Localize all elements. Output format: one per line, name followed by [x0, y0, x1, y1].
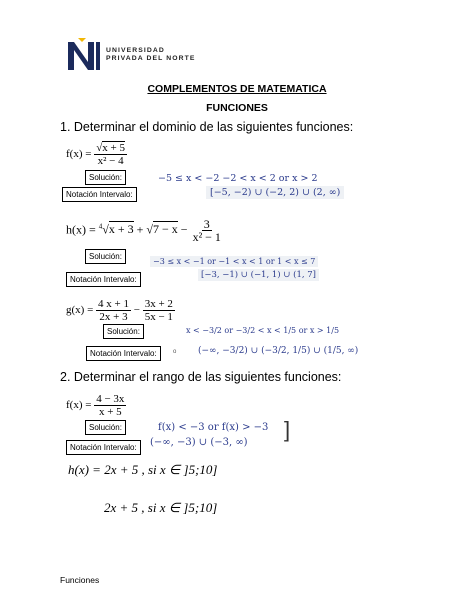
range-problem-formula: [66, 393, 126, 418]
problem-1-formula: [66, 142, 127, 167]
range-line-1: h(x) = 2x + 5 , si x ∈ ]5;10]: [68, 462, 218, 477]
problem-2-lhs: h(x) =: [66, 222, 96, 237]
problem-3-denominator-1: 2x + 3: [99, 311, 128, 323]
problem-2-interval-label: Notación Intervalo:: [66, 272, 141, 287]
range-problem-answer-inequality: f(x) < −3 or f(x) > −3: [158, 422, 269, 433]
problem-1-solution-label: Solución:: [85, 170, 126, 185]
problem-3-answer-inequality: x < −3/2 or −3/2 < x < 1/5 or x > 1/5: [186, 326, 340, 335]
logo-line-1: UNIVERSIDAD: [106, 47, 165, 54]
problem-2-fraction: [191, 218, 223, 243]
bullet-circle-icon: o: [173, 349, 177, 355]
problem-3-lhs: g(x) =: [66, 304, 94, 317]
logo-line-2: PRIVADA DEL NORTE: [106, 55, 196, 62]
problem-3-answer-interval: (−∞, −3/2) ∪ (−3/2, 1/5) ∪ (1/5, ∞): [198, 346, 359, 356]
section-2-heading: 2. Determinar el rango de las siguientes funciones:: [60, 370, 342, 384]
problem-3-fraction-2: [143, 298, 175, 323]
problem-2-formula: h(x) = $^4$√x + 3 + √7 − x − $\frac{3}{\text{x² − 1}}$: [66, 217, 221, 244]
problem-3-numerator-2: 3x + 2: [144, 298, 173, 310]
logo-wordmark: [106, 47, 196, 63]
range-problem-numerator: 4 − 3x: [96, 393, 125, 405]
section-1-heading: 1. Determinar el dominio de las siguientes funciones:: [60, 120, 354, 134]
range-problem-solution-label: Solución:: [85, 420, 126, 435]
problem-2-root4: x + 3: [108, 222, 134, 237]
page-footer: Funciones: [60, 575, 100, 585]
range-problem-interval-label: Notación Intervalo:: [66, 440, 141, 455]
problem-1-denominator: x² − 4: [97, 155, 124, 167]
problem-1-interval-label: Notación Intervalo:: [62, 187, 137, 202]
university-logo-icon: [66, 36, 102, 72]
problem-1-fraction: [94, 142, 127, 167]
problem-3-numerator-1: 4 x + 1: [98, 298, 129, 310]
problem-3-interval-label: Notación Intervalo:: [86, 346, 161, 361]
document-title: COMPLEMENTOS DE MATEMATICA: [147, 83, 327, 95]
problem-3-fraction-1: [96, 298, 131, 323]
problem-1-answer-interval: [−5, −2) ∪ (−2, 2) ∪ (2, ∞): [206, 186, 344, 199]
closing-bracket: ]: [284, 417, 291, 442]
problem-2-solution-label: Solución:: [85, 249, 126, 264]
problem-1-numerator: √x + 5: [96, 142, 125, 154]
problem-3-denominator-2: 5x − 1: [144, 311, 173, 323]
range-line-2: 2x + 5 , si x ∈ ]5;10]: [104, 500, 218, 515]
problem-2-denominator: x² − 1: [192, 230, 221, 244]
problem-1-numerator-text: x + 5: [102, 142, 125, 154]
problem-1-lhs: f(x) =: [66, 148, 92, 161]
problem-2-numerator: 3: [203, 217, 210, 231]
problem-3-formula: g(x) = $\frac{4 x + 1}{2x + 3}$ − $\frac{3x + 2}{5x - 1}$: [66, 298, 173, 323]
problem-1-answer-inequality: −5 ≤ x < −2 −2 < x < 2 or x > 2: [158, 173, 318, 184]
problem-2-answer-inequality: −3 ≤ x < −1 or −1 < x < 1 or 1 < x ≤ 7: [150, 256, 318, 267]
problem-2-root2: 7 − x: [153, 222, 178, 237]
problem-3-solution-label: Solución:: [103, 324, 144, 339]
problem-2-answer-interval: [−3, −1) ∪ (−1, 1) ∪ (1, 7]: [198, 269, 319, 281]
document-subtitle: FUNCIONES: [206, 102, 268, 114]
range-problem-lhs: f(x) =: [66, 399, 92, 412]
range-problem-answer-interval: (−∞, −3) ∪ (−3, ∞): [150, 437, 248, 448]
range-problem-denominator: x + 5: [98, 406, 122, 418]
range-problem-fraction: [94, 393, 126, 418]
